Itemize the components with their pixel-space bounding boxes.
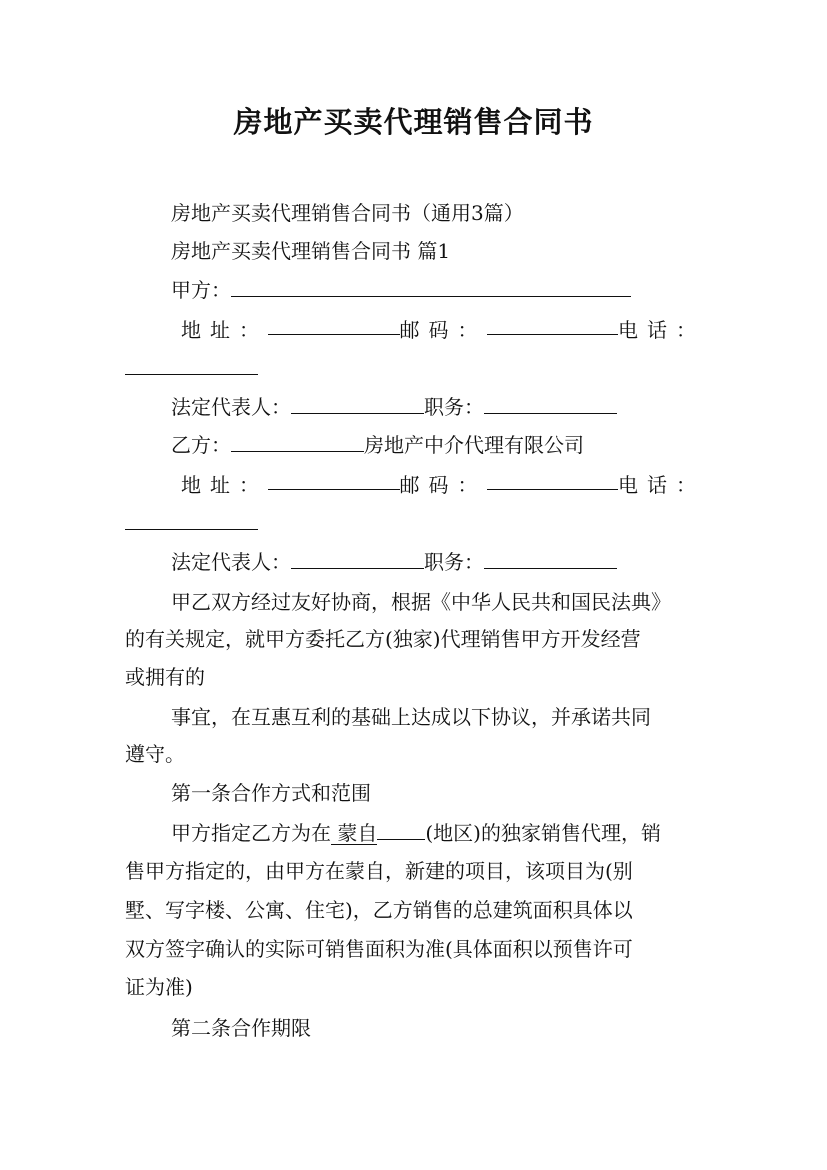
address-label: 地址： — [181, 473, 268, 497]
position-label: 职务： — [424, 395, 484, 419]
party-b-legal-rep-row — [125, 544, 751, 580]
legal-rep-blank — [291, 391, 424, 414]
party-b-row — [125, 427, 751, 463]
position-blank — [484, 546, 617, 569]
article-heading: 第一条合作方式和范围 — [171, 781, 371, 805]
postcode-label: 邮码： — [399, 473, 487, 497]
address-blank — [268, 467, 400, 490]
article1-place-text: 蒙自 — [337, 821, 378, 845]
paragraph-line: 证为准) — [125, 975, 193, 999]
party-b-contact-row — [125, 467, 705, 503]
paragraph-line: 的有关规定，就甲方委托乙方(独家)代理销售甲方开发经营 — [125, 627, 641, 651]
article1-place — [331, 822, 377, 845]
legal-rep-blank — [291, 546, 424, 569]
article1-prefix: 甲方指定乙方为在 — [171, 821, 331, 845]
party-b-blank — [231, 429, 364, 452]
phone-blank — [125, 507, 258, 530]
paragraph-line: 墅、写字楼、公寓、住宅)，乙方销售的总建筑面积具体以 — [125, 898, 633, 922]
paragraph-line: 或拥有的 — [125, 665, 205, 689]
document-title: 房地产买卖代理销售合同书 — [233, 105, 594, 139]
phone-label: 电话： — [618, 318, 705, 342]
party-a-contact-row — [125, 312, 705, 348]
article1-after-place: (地区)的独家销售代理，销 — [425, 821, 661, 845]
postcode-blank — [487, 467, 619, 490]
article1-blank — [377, 817, 425, 840]
paragraph-line: 事宜，在互惠互利的基础上达成以下协议，并承诺共同 — [171, 705, 651, 729]
position-blank — [484, 391, 617, 414]
party-a-label: 甲方： — [171, 278, 231, 302]
position-label: 职务： — [424, 550, 484, 574]
postcode-blank — [487, 312, 619, 335]
section-heading: 房地产买卖代理销售合同书 篇1 — [171, 239, 451, 263]
party-b-suffix: 房地产中介代理有限公司 — [364, 433, 584, 457]
article1-line1 — [125, 815, 751, 851]
document-subtitle: 房地产买卖代理销售合同书（通用3篇） — [171, 201, 524, 225]
phone-label: 电话： — [618, 473, 705, 497]
postcode-label: 邮码： — [399, 318, 487, 342]
legal-rep-label: 法定代表人： — [171, 550, 291, 574]
phone-blank — [125, 352, 258, 375]
party-a-blank — [231, 274, 631, 297]
article-heading: 第二条合作期限 — [171, 1016, 311, 1040]
paragraph-line: 双方签字确认的实际可销售面积为准(具体面积以预售许可 — [125, 937, 633, 961]
paragraph-line: 甲乙双方经过友好协商，根据《中华人民共和国民法典》 — [171, 590, 671, 614]
party-b-phone-row — [125, 505, 705, 541]
paragraph-line: 售甲方指定的，由甲方在蒙自，新建的项目，该项目为(别 — [125, 859, 633, 883]
paragraph-line: 遵守。 — [125, 742, 185, 766]
address-blank — [268, 312, 400, 335]
party-a-row — [125, 272, 751, 308]
party-a-phone-row — [125, 350, 705, 386]
party-a-legal-rep-row — [125, 389, 751, 425]
legal-rep-label: 法定代表人： — [171, 395, 291, 419]
address-label: 地址： — [181, 318, 268, 342]
party-b-label: 乙方： — [171, 433, 231, 457]
